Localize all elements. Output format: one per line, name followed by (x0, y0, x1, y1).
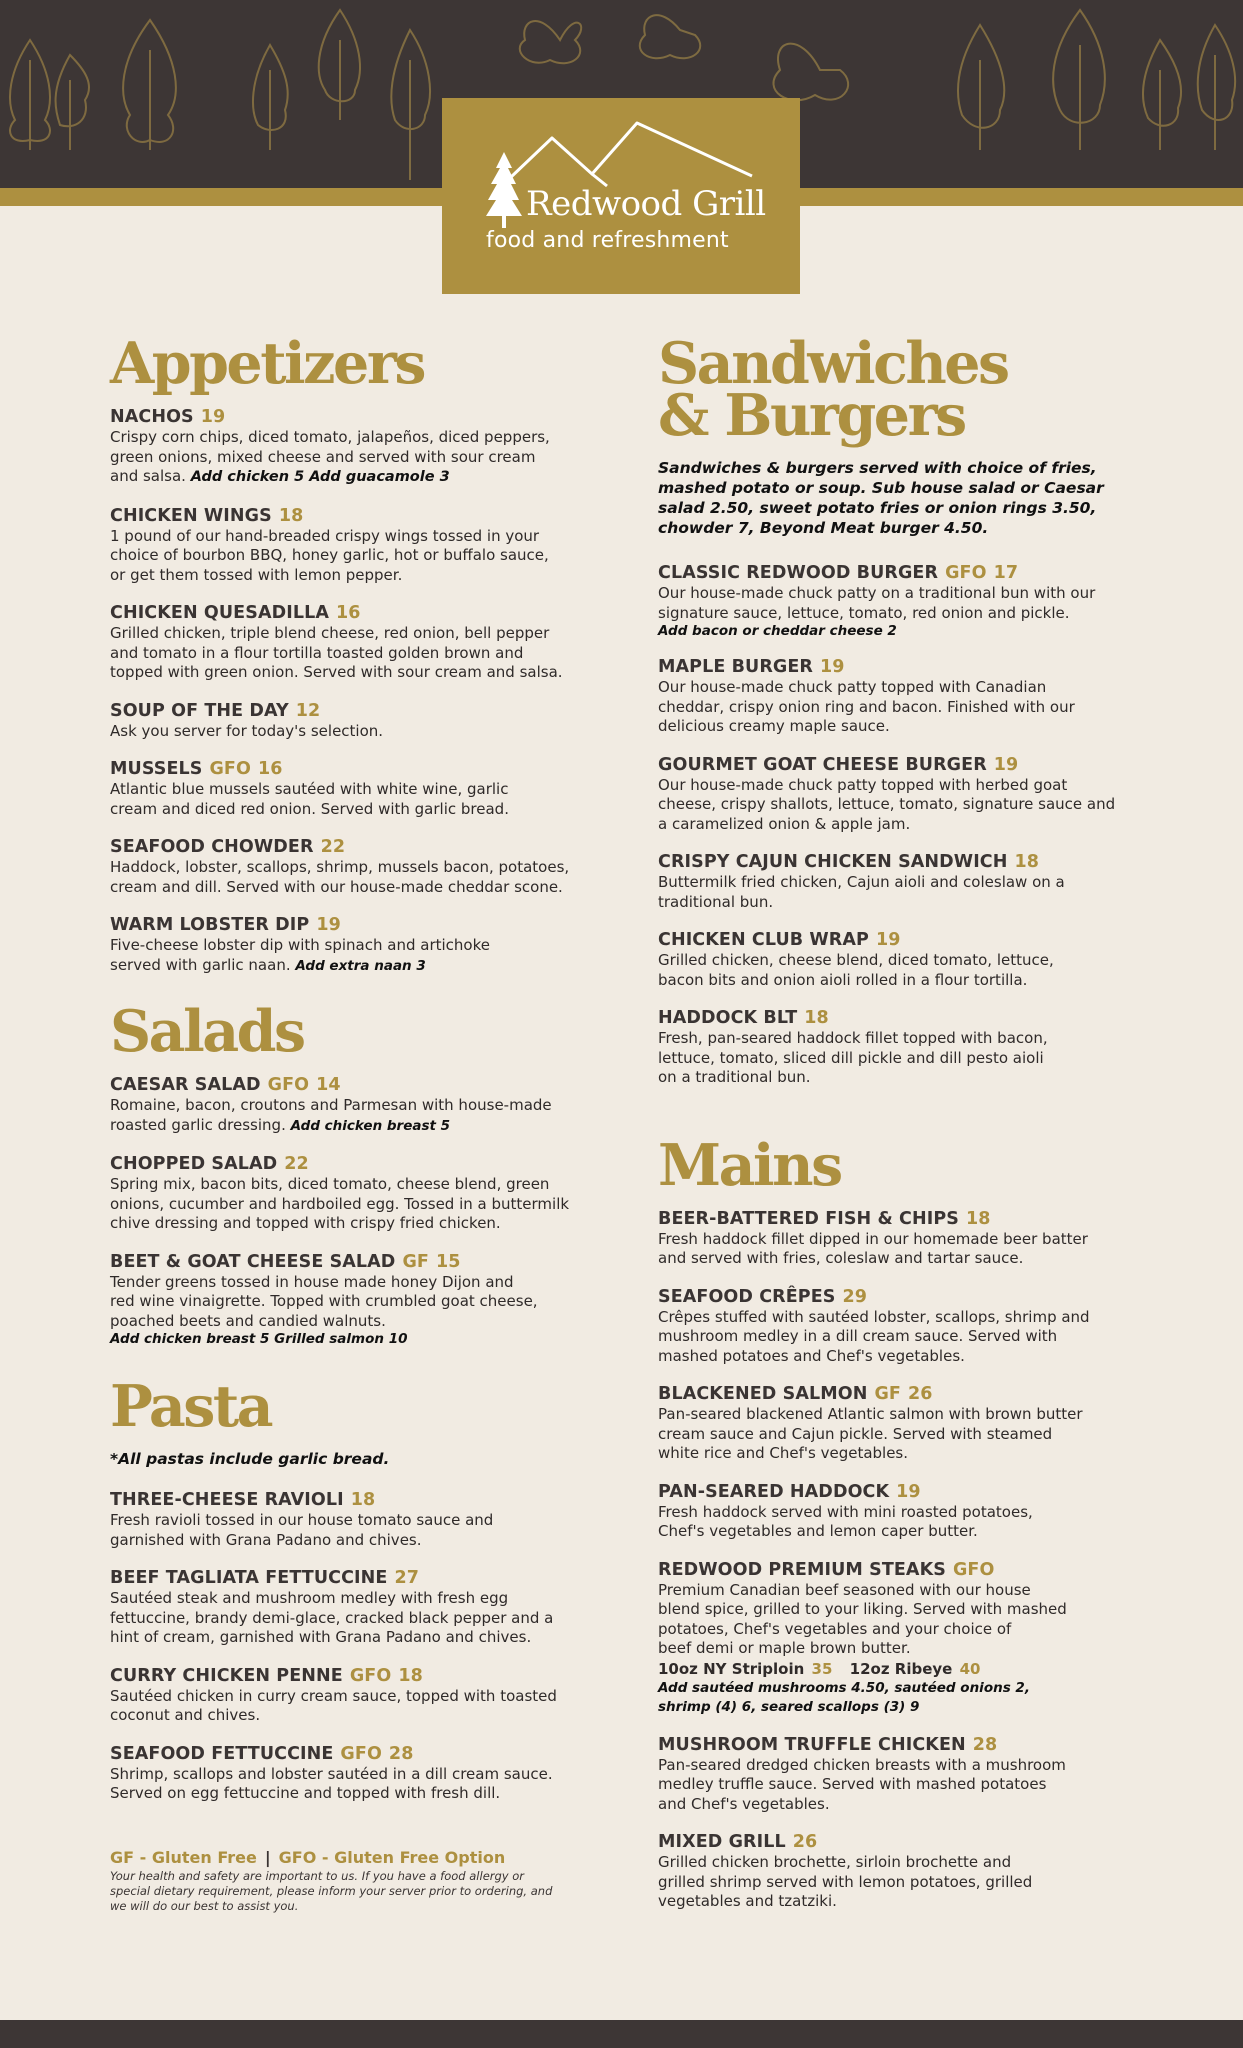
item-price: 19 (875, 930, 901, 950)
legend-separator: | (264, 1847, 271, 1867)
item-description: Fresh, pan-seared haddock fillet topped with bacon, lettuce, tomato, sliced dill pickle and dill pesto aioli on a traditional bun. (658, 1029, 1048, 1086)
item-name: WARM LOBSTER DIP (110, 915, 310, 935)
item-name: REDWOOD PREMIUM STEAKS (658, 1559, 946, 1580)
item-description: Fresh haddock served with mini roasted potatoes, Chef's vegetables and lemon caper butter. (658, 1502, 1033, 1540)
item-price: 18 (1014, 852, 1040, 872)
item-diet-tag: GFO (952, 1559, 995, 1580)
item-name: BEET & GOAT CHEESE SALAD (110, 1251, 396, 1272)
menu-item (658, 656, 1138, 737)
item-description: Haddock, lobster, scallops, shrimp, mussels bacon, potatoes, cream and dill. Served with our house-made cheddar scone. (110, 858, 570, 896)
item-header (110, 758, 590, 780)
menu-item (110, 505, 590, 586)
item-description (110, 936, 590, 976)
steak-options (658, 1659, 1138, 1679)
item-description: Ask you server for today's selection. (110, 721, 384, 740)
item-name: BEER-BATTERED FISH & CHIPS (658, 1208, 959, 1229)
item-description: Pan-seared dredged chicken breasts with a mushroom medley truffle sauce. Served with mashed potatoes and Chef's vegetables. (658, 1755, 1066, 1813)
item-name: BEEF TAGLIATA FETTUCCINE (110, 1568, 388, 1588)
item-header (110, 1074, 590, 1096)
menu-item (658, 1383, 1138, 1464)
diet-legend (110, 1848, 590, 1867)
menu-item (658, 929, 1138, 990)
item-name: CAESAR SALAD (110, 1075, 261, 1095)
item-header (658, 1734, 1138, 1756)
item-name: MAPLE BURGER (658, 657, 813, 677)
item-header (110, 1743, 590, 1765)
item-name: GOURMET GOAT CHEESE BURGER (658, 754, 987, 775)
item-description-text: Romaine, bacon, croutons and Parmesan with house-made roasted garlic dressing. (110, 1096, 552, 1134)
menu-item (658, 1559, 1138, 1717)
item-price: 28 (388, 1743, 414, 1764)
item-addon: Add chicken breast 5 Grilled salmon 10 (110, 1331, 408, 1347)
item-name: PAN-SEARED HADDOCK (658, 1481, 890, 1502)
item-header (110, 914, 590, 936)
item-header (658, 1007, 1138, 1029)
item-price: 18 (398, 1665, 423, 1686)
sandwiches-intro: Sandwiches & burgers served with choice of fries, mashed potato or soup. Sub house salad or Caesar salad 2.50, sweet potato fries or onion rings 3.50, chowder 7, Beyond Meat burger 4.50. (658, 459, 1104, 537)
item-header (110, 602, 590, 624)
item-header (658, 1208, 1138, 1230)
item-diet-tag: GFO (267, 1075, 310, 1095)
item-price: 18 (804, 1008, 829, 1028)
legend-gf: GF - Gluten Free (110, 1847, 257, 1867)
footer-bar (0, 2020, 1243, 2048)
menu-item (658, 1007, 1138, 1088)
item-name: SEAFOOD CRÊPES (658, 1286, 836, 1307)
item-description: Grilled chicken, cheese blend, diced tomato, lettuce, bacon bits and onion aioli rolled in a flour tortilla. (658, 951, 1054, 989)
item-description: Buttermilk fried chicken, Cajun aioli and coleslaw on a traditional bun. (658, 873, 1065, 911)
item-header (110, 1251, 590, 1273)
item-description: Sautéed steak and mushroom medley with fresh egg fettuccine, brandy demi-glace, cracked black pepper and a hint of cream, garnished with Grana Padano and chives. (110, 1589, 554, 1646)
item-description: Grilled chicken, triple blend cheese, red onion, bell pepper and tomato in a flour tortilla toasted golden brown and topped with green onion. Served with sour cream and salsa. (110, 624, 563, 681)
section-title-sandwiches: Sandwiches (658, 330, 1008, 397)
item-description: Our house-made chuck patty on a traditional bun with our signature sauce, lettuce, tomato, red onion and pickle. (658, 584, 1096, 622)
item-description: Grilled chicken brochette, sirloin brochette and grilled shrimp served with lemon potatoes, grilled vegetables and tzatziki. (658, 1853, 1033, 1910)
item-price: 14 (316, 1075, 341, 1095)
item-description: Spring mix, bacon bits, diced tomato, cheese blend, green onions, cucumber and hardboiled egg. Tossed in a buttermilk chive dressing and topped with crispy fried chicken. (110, 1175, 570, 1232)
item-price: 22 (284, 1154, 309, 1174)
item-description (110, 1096, 590, 1136)
item-name: HADDOCK BLT (658, 1008, 798, 1028)
item-name: MIXED GRILL (658, 1832, 786, 1852)
item-price: 15 (435, 1251, 461, 1272)
item-description: 1 pound of our hand-breaded crispy wings tossed in your choice of bourbon BBQ, honey garlic, hot or buffalo sauce, or get them tossed with lemon pepper. (110, 526, 549, 584)
menu-item (110, 1074, 590, 1136)
item-name: CHICKEN QUESADILLA (110, 603, 329, 623)
item-price: 16 (335, 603, 361, 623)
item-description: Our house-made chuck patty topped with Canadian cheddar, crispy onion ring and bacon. Finished with our delicious creamy maple sauce. (658, 678, 1075, 735)
steak-option-price: 40 (959, 1659, 981, 1678)
item-header (110, 1153, 590, 1175)
item-price: 26 (907, 1384, 933, 1404)
item-description: Premium Canadian beef seasoned with our house blend spice, grilled to your liking. Served with mashed potatoes, Chef's vegetables and your choice of beef demi or maple brown butter. (658, 1580, 1067, 1657)
item-header (658, 1383, 1138, 1405)
item-description-text: Crispy corn chips, diced tomato, jalapeños, diced peppers, green onions, mixed cheese and served with sour cream and salsa. (110, 428, 550, 485)
menu-item (658, 1734, 1138, 1815)
item-header (110, 406, 590, 428)
menu-item (110, 1489, 590, 1550)
item-header (658, 851, 1138, 873)
item-header (658, 1559, 1138, 1581)
menu-item (110, 836, 590, 897)
item-price: 18 (350, 1490, 376, 1510)
item-addon: Add chicken breast 5 (290, 1117, 451, 1134)
item-diet-tag: GF (874, 1384, 901, 1404)
left-column (110, 330, 590, 1914)
item-header (110, 1665, 590, 1687)
steak-option-price: 35 (811, 1659, 833, 1678)
item-price: 19 (896, 1481, 921, 1502)
item-name: THREE-CHEESE RAVIOLI (110, 1490, 344, 1510)
item-price: 18 (965, 1208, 991, 1229)
item-header (658, 562, 1138, 584)
item-price: 28 (972, 1734, 998, 1755)
item-header (658, 656, 1138, 678)
menu-item (658, 1286, 1138, 1367)
item-name: CURRY CHICKEN PENNE (110, 1665, 343, 1686)
section-title-mains: Mains (658, 1131, 841, 1199)
item-addon: Add chicken 5 Add guacamole 3 (190, 469, 450, 485)
item-description: Tender greens tossed in house made honey Dijon and red wine vinaigrette. Topped with crumbled goat cheese, poached beets and candied walnuts. (110, 1272, 538, 1330)
item-diet-tag: GFO (340, 1743, 382, 1764)
item-header (658, 929, 1138, 951)
menu-item (110, 758, 590, 819)
item-name: BLACKENED SALMON (658, 1384, 868, 1404)
item-header (110, 505, 590, 527)
item-header (110, 700, 590, 722)
item-header (658, 1831, 1138, 1853)
menu-item (110, 914, 590, 976)
menu-item (658, 754, 1138, 835)
item-header (658, 1481, 1138, 1503)
item-description: Atlantic blue mussels sautéed with white wine, garlic cream and diced red onion. Served with garlic bread. (110, 780, 509, 818)
section-title-appetizers: Appetizers (110, 330, 424, 397)
item-name: NACHOS (110, 407, 194, 427)
menu-item (658, 851, 1138, 912)
item-description (110, 428, 590, 488)
legend-gfo: GFO - Gluten Free Option (278, 1847, 506, 1867)
item-description: Pan-seared blackened Atlantic salmon with brown butter cream sauce and Cajun pickle. Served with steamed white rice and Chef's vegetables. (658, 1405, 1083, 1462)
item-header (110, 1567, 590, 1589)
item-description: Shrimp, scallops and lobster sautéed in a dill cream sauce. Served on egg fettuccine and topped with fresh dill. (110, 1764, 553, 1802)
menu-item (658, 562, 1138, 639)
pasta-note: *All pastas include garlic bread. (110, 1450, 390, 1468)
steak-option-label: 12oz Ribeye (849, 1659, 953, 1678)
item-price: 19 (820, 657, 845, 677)
item-price: 19 (993, 754, 1019, 775)
item-price: 16 (257, 759, 283, 779)
menu-item (658, 1208, 1138, 1269)
menu-item (110, 1665, 590, 1726)
item-name: MUSSELS (110, 759, 203, 779)
item-price: 26 (792, 1832, 818, 1852)
menu-item (658, 1481, 1138, 1542)
right-column (658, 330, 1138, 1929)
item-name: SEAFOOD FETTUCCINE (110, 1743, 334, 1764)
item-diet-tag: GFO (349, 1665, 392, 1686)
item-price: 27 (394, 1568, 419, 1588)
menu-item (110, 406, 590, 488)
section-title-salads: Salads (110, 998, 304, 1065)
item-price: 19 (316, 915, 341, 935)
item-price: 22 (320, 837, 346, 857)
menu-item (110, 1251, 590, 1348)
menu-item (110, 1153, 590, 1234)
section-title-burgers: & Burgers (658, 382, 965, 449)
item-name: CHICKEN CLUB WRAP (658, 930, 869, 950)
steak-option-label: 10oz NY Striploin (658, 1659, 805, 1678)
item-name: CHICKEN WINGS (110, 505, 272, 526)
item-price: 18 (278, 505, 304, 526)
item-description-text: Five-cheese lobster dip with spinach and artichoke served with garlic naan. (110, 936, 490, 974)
item-name: CHOPPED SALAD (110, 1154, 278, 1174)
menu-item (110, 1567, 590, 1648)
item-description: Crêpes stuffed with sautéed lobster, scallops, shrimp and mushroom medley in a dill cream sauce. Served with mashed potatoes and Chef's vegetables. (658, 1307, 1090, 1365)
item-description: Sautéed chicken in curry cream sauce, topped with toasted coconut and chives. (110, 1686, 557, 1724)
menu-item (110, 602, 590, 683)
item-addon: Add sautéed mushrooms 4.50, sautéed onions 2, shrimp (4) 6, seared scallops (3) 9 (658, 1679, 1030, 1715)
item-name: CRISPY CAJUN CHICKEN SANDWICH (658, 852, 1008, 872)
item-header (658, 754, 1138, 776)
logo-title: Redwood Grill (526, 184, 766, 224)
item-price: 12 (295, 700, 321, 721)
item-description: Fresh haddock fillet dipped in our homemade beer batter and served with fries, coleslaw and tartar sauce. (658, 1229, 1088, 1267)
item-header (658, 1286, 1138, 1308)
item-name: MUSHROOM TRUFFLE CHICKEN (658, 1734, 966, 1755)
item-addon: Add extra naan 3 (295, 957, 426, 974)
item-price: 19 (200, 407, 226, 427)
section-title-pasta: Pasta (110, 1373, 272, 1440)
item-header (110, 1489, 590, 1511)
item-header (110, 836, 590, 858)
allergy-disclaimer: Your health and safety are important to us. If you have a food allergy or special dietary requirement, please inform your server prior to ordering, and we will do our best to assist you. (110, 1868, 553, 1913)
item-addon: Add bacon or cheddar cheese 2 (658, 623, 897, 639)
logo-tagline: food and refreshment (486, 228, 729, 253)
item-diet-tag: GF (402, 1251, 429, 1272)
item-description: Our house-made chuck patty topped with herbed goat cheese, crispy shallots, lettuce, tomato, signature sauce and a caramelized onion & apple jam. (658, 775, 1116, 833)
item-diet-tag: GFO (945, 563, 987, 583)
logo-badge (442, 98, 800, 294)
menu-item (110, 700, 590, 742)
menu-item (110, 1743, 590, 1804)
item-price: 17 (993, 563, 1019, 583)
item-description: Fresh ravioli tossed in our house tomato sauce and garnished with Grana Padano and chives. (110, 1511, 494, 1549)
item-name: CLASSIC REDWOOD BURGER (658, 563, 939, 583)
item-diet-tag: GFO (209, 759, 251, 779)
item-name: SEAFOOD CHOWDER (110, 837, 314, 857)
item-name: SOUP OF THE DAY (110, 700, 289, 721)
item-price: 29 (842, 1286, 868, 1307)
menu-item (658, 1831, 1138, 1912)
